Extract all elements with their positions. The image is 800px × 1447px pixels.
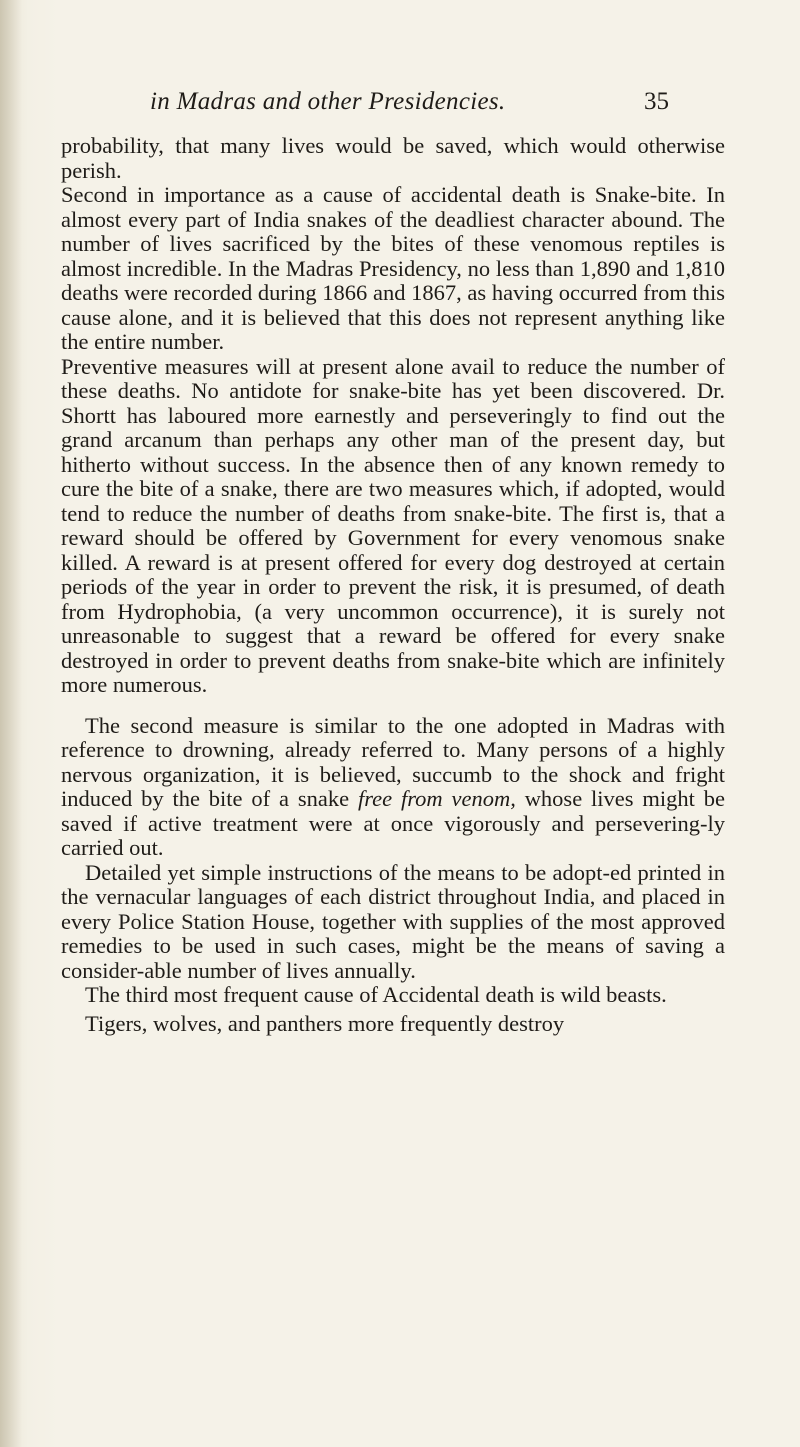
paragraph-snake-bite (61, 183, 725, 355)
paragraph-third-cause: The third most frequent cause of Accidental death is wild beasts. (85, 982, 667, 1007)
paragraph-gap (61, 698, 725, 714)
paragraph-snake-bite-text: Second in importance as a cause of accidental death is Snake-bite. In almost every part of India snakes of the deadliest character abound. The number of lives sacrificed by the bites of these venomous reptiles is almost incredible. In the Madras Presidency, no less than 1,890 and 1,810 deaths were recorded during 1866 and 1867, as having occurred from this cause alone, and it is believed that this does not represent anything like the entire number. (61, 182, 725, 354)
paragraph-second-measure-pre: The second measure is similar to the one adopted in Madras with reference to drowning, already referred to. Many persons of a highly nervous organization, it is believed, succumb to the shock and fright induced by the bite of a snake (61, 712, 725, 811)
paragraph-continuation: probability, that many lives would be saved, which would otherwise perish. (61, 133, 725, 183)
paragraph-tigers: Tigers, wolves, and panthers more frequently destroy (85, 1010, 565, 1036)
paragraph-second-measure (61, 714, 725, 861)
paragraph-second-measure-italic: free from venom, (357, 786, 516, 811)
running-title: in Madras and other Presidencies. (150, 88, 506, 115)
page-number: 35 (644, 88, 669, 115)
paragraph-preventive-measures-text: Preventive measures will at present alone avail to reduce the number of these deaths. No antidote for snake-bite has yet been discovered. Dr. Shortt has laboured more earnestly and perseveringly to find out the grand arcanum than perhaps any other man of the present day, but hitherto without success. In the absence then of any known remedy to cure the bite of a snake, there are two measures which, if adopted, would tend to reduce the number of deaths from snake-bite. The first is, that a reward should be offered by Government for every venomous snake killed. A reward is at present offered for every dog destroyed at certain periods of the year in order to prevent the risk, it is presumed, of death from Hydrophobia, (a very uncommon occurrence), it is surely not unreasonable to suggest that a reward be offered for every snake destroyed in order to prevent deaths from snake-bite which are infinitely more numerous. (61, 353, 725, 697)
paragraph-instructions: Detailed yet simple instructions of the means to be adopt-ed printed in the vernacular languages of each district throughout India, and placed in every Police Station House, together with supplies of the most approved remedies to be used in such cases, might be the means of saving a consider-able number of lives annually. (61, 859, 725, 983)
paragraph-second-measure-post: whose lives might be saved if active treatment were at once vigorously and persevering-ly carried out. (61, 786, 725, 860)
page-gutter-shadow (0, 0, 22, 1447)
body-text (61, 134, 725, 1036)
paragraph-preventive-measures (61, 355, 725, 698)
